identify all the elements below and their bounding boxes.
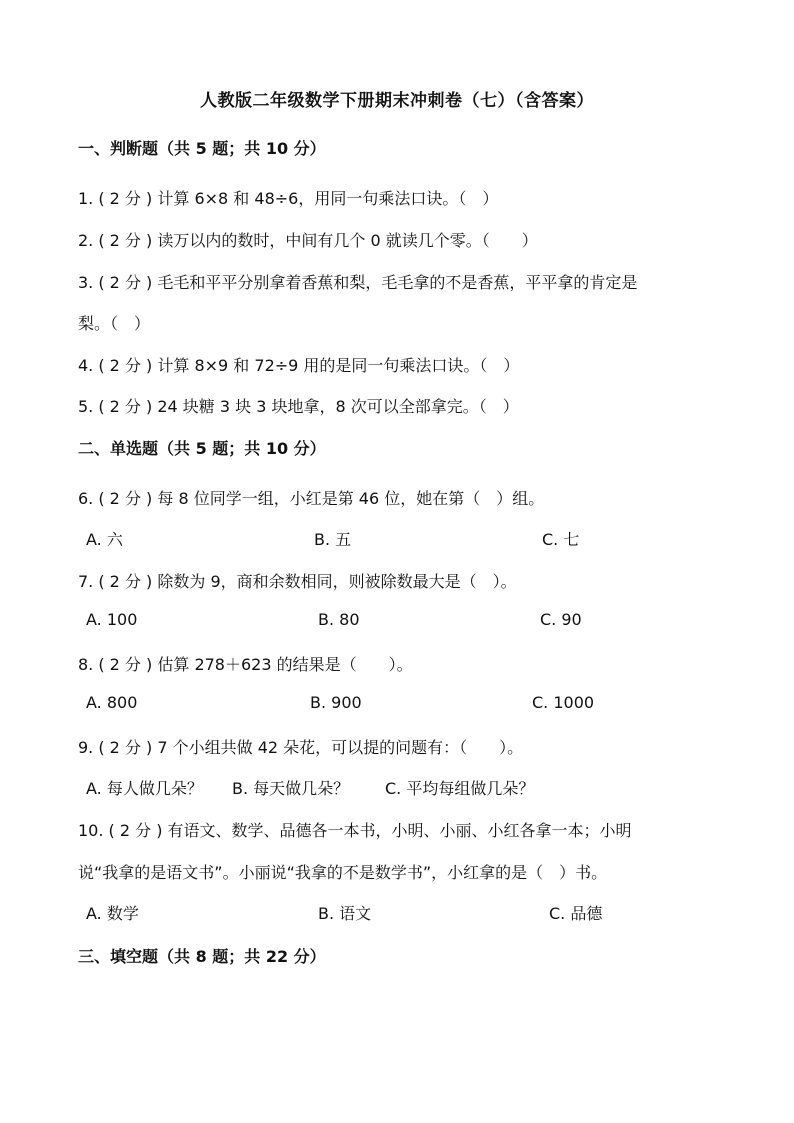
- question-6: 6. ( 2 分 ) 每 8 位同学一组，小红是第 46 位，她在第（ ）组。: [78, 489, 545, 508]
- question-4: 4. ( 2 分 ) 计算 8×9 和 72÷9 用的是同一句乘法口诀。（ ）: [78, 356, 520, 375]
- question-9-option-c: C. 平均每组做几朵？: [385, 779, 535, 798]
- section-heading-fill: 三、填空题（共 8 题；共 22 分）: [78, 947, 326, 966]
- question-7-option-b: B. 80: [318, 610, 360, 629]
- question-10-cont: 说“我拿的是语文书”。小丽说“我拿的不是数学书”，小红拿的是（ ）书。: [78, 863, 608, 882]
- question-9-option-b: B. 每天做几朵？: [232, 779, 350, 798]
- question-3: 3. ( 2 分 ) 毛毛和平平分别拿着香蕉和梨，毛毛拿的不是香蕉，平平拿的肯定是: [78, 273, 638, 292]
- section-heading-choice: 二、单选题（共 5 题；共 10 分）: [78, 439, 326, 458]
- question-5: 5. ( 2 分 ) 24 块糖 3 块 3 块地拿，8 次可以全部拿完。（ ）: [78, 397, 519, 416]
- question-10-option-a: A. 数学: [86, 904, 139, 923]
- question-6-option-c: C. 七: [542, 530, 580, 549]
- question-9: 9. ( 2 分 ) 7 个小组共做 42 朵花，可以提的问题有：（ ）。: [78, 738, 524, 757]
- question-8-option-b: B. 900: [310, 693, 362, 712]
- question-7-option-c: C. 90: [540, 610, 582, 629]
- question-6-option-a: A. 六: [86, 530, 123, 549]
- question-7: 7. ( 2 分 ) 除数为 9，商和余数相同，则被除数最大是（ ）。: [78, 572, 517, 591]
- question-6-option-b: B. 五: [314, 530, 352, 549]
- question-2: 2. ( 2 分 ) 读万以内的数时，中间有几个 0 就读几个零。（ ）: [78, 231, 538, 250]
- question-10: 10. ( 2 分 ) 有语文、数学、品德各一本书，小明、小丽、小红各拿一本；小明: [78, 821, 632, 840]
- question-8-option-c: C. 1000: [532, 693, 595, 712]
- page-title: 人教版二年级数学下册期末冲刺卷（七）（含答案）: [200, 91, 594, 111]
- question-8: 8. ( 2 分 ) 估算 278＋623 的结果是（ ）。: [78, 655, 413, 674]
- section-heading-judge: 一、判断题（共 5 题；共 10 分）: [78, 139, 326, 158]
- question-9-option-a: A. 每人做几朵？: [86, 779, 203, 798]
- question-1: 1. ( 2 分 ) 计算 6×8 和 48÷6，用同一句乘法口诀。（ ）: [78, 189, 499, 208]
- question-7-option-a: A. 100: [86, 610, 138, 629]
- question-10-option-c: C. 品德: [549, 904, 603, 923]
- question-10-option-b: B. 语文: [318, 904, 372, 923]
- question-8-option-a: A. 800: [86, 693, 138, 712]
- question-3-cont: 梨。（ ）: [78, 314, 151, 333]
